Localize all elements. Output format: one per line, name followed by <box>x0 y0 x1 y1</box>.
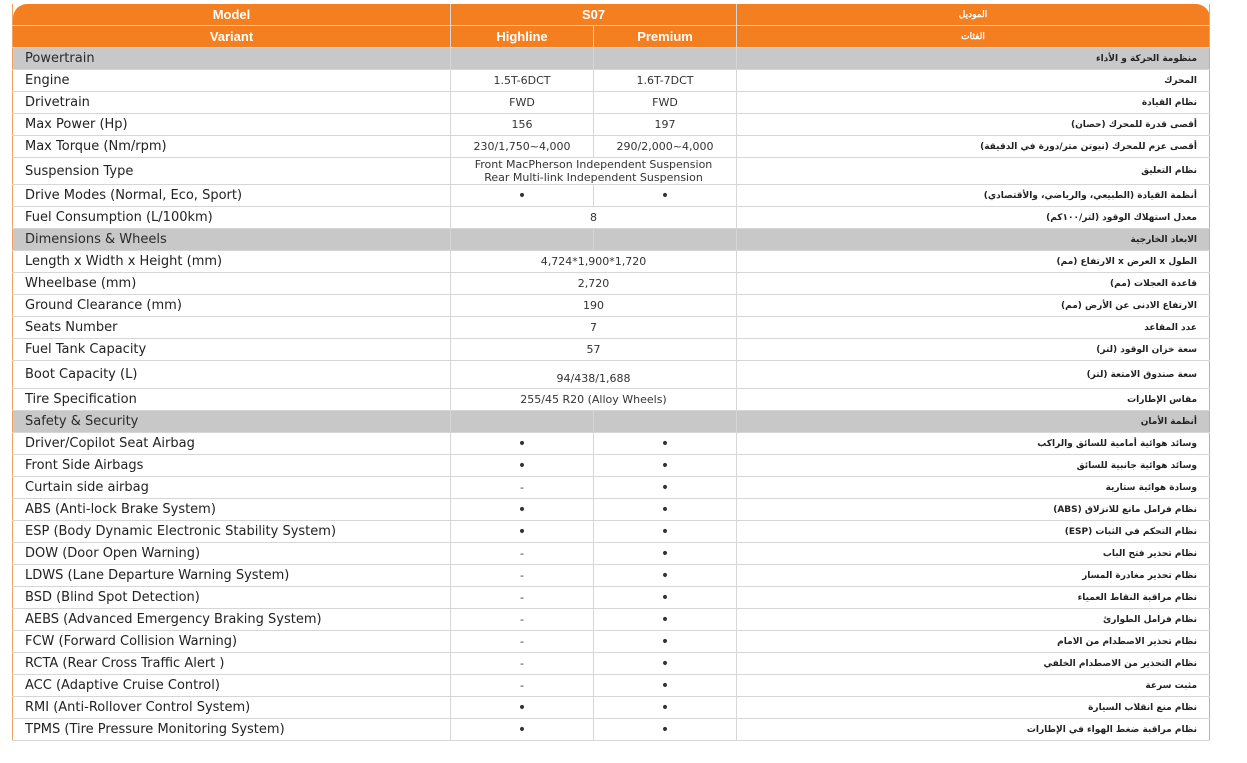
premium-value-text: • <box>660 457 670 474</box>
spec-row <box>13 719 1210 741</box>
spec-row <box>13 136 1210 158</box>
spec-label-arabic: أقصى قدرة للمحرك (حصان) <box>737 114 1210 136</box>
premium-value-text: • <box>660 479 670 496</box>
spec-label-arabic: مثبت سرعة <box>737 675 1210 697</box>
spec-label: Engine <box>13 70 451 92</box>
spec-label: Driver/Copilot Seat Airbag <box>13 433 451 455</box>
premium-value-text: • <box>660 699 670 716</box>
highline-value <box>451 114 594 136</box>
section-spacer-premium <box>594 48 737 70</box>
premium-value <box>594 114 737 136</box>
section-spacer-highline <box>451 48 594 70</box>
premium-value <box>594 587 737 609</box>
highline-value <box>451 92 594 114</box>
premium-value <box>594 543 737 565</box>
spec-label-arabic: نظام منع انقلاب السيارة <box>737 697 1210 719</box>
spec-label: Ground Clearance (mm) <box>13 295 451 317</box>
spec-label: Curtain side airbag <box>13 477 451 499</box>
spec-label: Max Power (Hp) <box>13 114 451 136</box>
spec-row <box>13 295 1210 317</box>
premium-value <box>594 521 737 543</box>
highline-value <box>451 185 594 207</box>
premium-value-text: • <box>660 611 670 628</box>
spec-value-text: 57 <box>586 343 601 356</box>
spec-value-line: Rear Multi-link Independent Suspension <box>484 171 703 184</box>
spec-row <box>13 185 1210 207</box>
spec-row <box>13 543 1210 565</box>
spec-row <box>13 70 1210 92</box>
spec-label: ACC (Adaptive Cruise Control) <box>13 675 451 697</box>
highline-value-text: - <box>520 679 524 692</box>
highline-value-text: 1.5T-6DCT <box>493 74 551 87</box>
spec-value-text: 4,724*1,900*1,720 <box>540 255 647 268</box>
spec-label: RCTA (Rear Cross Traffic Alert ) <box>13 653 451 675</box>
spec-label-arabic: الطول x العرض x الارتفاع (مم) <box>737 251 1210 273</box>
highline-value-text: - <box>520 657 524 670</box>
spec-label: Length x Width x Height (mm) <box>13 251 451 273</box>
premium-value-text: • <box>660 677 670 694</box>
premium-value-text: • <box>660 523 670 540</box>
spec-label-arabic: وسائد هوائية جانبية للسائق <box>737 455 1210 477</box>
spec-label-arabic: سعة صندوق الامتعة (لتر) <box>737 361 1210 389</box>
spec-label-arabic: معدل استهلاك الوقود (لتر/١٠٠كم) <box>737 207 1210 229</box>
highline-value-text: - <box>520 569 524 582</box>
highline-value-text: • <box>517 523 527 540</box>
spec-label: AEBS (Advanced Emergency Braking System) <box>13 609 451 631</box>
spec-row <box>13 675 1210 697</box>
spec-label-arabic: الارتفاع الادنى عن الأرض (مم) <box>737 295 1210 317</box>
spec-row <box>13 207 1210 229</box>
spec-label: TPMS (Tire Pressure Monitoring System) <box>13 719 451 741</box>
premium-value-text: 197 <box>654 118 676 131</box>
section-spacer-premium <box>594 411 737 433</box>
spec-label: ABS (Anti-lock Brake System) <box>13 499 451 521</box>
premium-value <box>594 653 737 675</box>
highline-value <box>451 455 594 477</box>
highline-value <box>451 477 594 499</box>
highline-value-text: - <box>520 591 524 604</box>
spec-row <box>13 587 1210 609</box>
variant-premium: Premium <box>594 26 737 48</box>
spec-row <box>13 609 1210 631</box>
premium-value <box>594 185 737 207</box>
spec-label: Boot Capacity (L) <box>13 361 451 389</box>
spec-label: Tire Specification <box>13 389 451 411</box>
spec-label-arabic: نظام التعليق <box>737 158 1210 185</box>
highline-value <box>451 719 594 741</box>
spec-row <box>13 477 1210 499</box>
premium-value-text: • <box>660 633 670 650</box>
highline-value-text: • <box>517 721 527 738</box>
premium-value <box>594 719 737 741</box>
spec-label-arabic: سعة خزان الوقود (لتر) <box>737 339 1210 361</box>
highline-value-text: • <box>517 501 527 518</box>
premium-value <box>594 136 737 158</box>
spec-label-arabic: نظام تحذير فتح الباب <box>737 543 1210 565</box>
highline-value <box>451 136 594 158</box>
spec-label-arabic: قاعدة العجلات (مم) <box>737 273 1210 295</box>
premium-value <box>594 675 737 697</box>
premium-value <box>594 455 737 477</box>
premium-value <box>594 92 737 114</box>
highline-value <box>451 70 594 92</box>
premium-value-text: • <box>660 655 670 672</box>
section-title: Safety & Security <box>13 411 451 433</box>
highline-value <box>451 565 594 587</box>
highline-value <box>451 543 594 565</box>
spec-value-shared <box>451 273 737 295</box>
premium-value-text: • <box>660 435 670 452</box>
highline-value <box>451 587 594 609</box>
spec-row <box>13 631 1210 653</box>
spec-value-text: 94/438/1,688 <box>556 372 631 385</box>
spec-label: Front Side Airbags <box>13 455 451 477</box>
spec-value-shared <box>451 207 737 229</box>
spec-value-text: 8 <box>590 211 597 224</box>
spec-label: Max Torque (Nm/rpm) <box>13 136 451 158</box>
highline-value <box>451 653 594 675</box>
premium-value-text: • <box>660 567 670 584</box>
highline-value-text: - <box>520 547 524 560</box>
spec-row <box>13 389 1210 411</box>
premium-value-text: 290/2,000~4,000 <box>616 140 714 153</box>
premium-value <box>594 70 737 92</box>
spec-label-arabic: نظام مراقبة ضغط الهواء في الإطارات <box>737 719 1210 741</box>
spec-label: DOW (Door Open Warning) <box>13 543 451 565</box>
spec-row <box>13 251 1210 273</box>
spec-row <box>13 499 1210 521</box>
spec-label-arabic: نظام مراقبة النقاط العمياء <box>737 587 1210 609</box>
section-title-arabic: أنظمة الأمان <box>737 411 1210 433</box>
spec-value-text: 190 <box>583 299 604 312</box>
section-title: Powertrain <box>13 48 451 70</box>
section-title-arabic: الابعاد الخارجية <box>737 229 1210 251</box>
spec-row <box>13 273 1210 295</box>
spec-row <box>13 92 1210 114</box>
premium-value-text: • <box>660 501 670 518</box>
spec-label-arabic: أنظمة القيادة (الطبيعي، والرياضي، والأقتصادي) <box>737 185 1210 207</box>
variant-header-row <box>13 26 1210 48</box>
spec-row <box>13 565 1210 587</box>
section-spacer-highline <box>451 411 594 433</box>
premium-value <box>594 433 737 455</box>
highline-value-text: - <box>520 481 524 494</box>
model-label: Model <box>13 4 451 26</box>
section-header-row <box>13 229 1210 251</box>
spec-row <box>13 697 1210 719</box>
spec-row <box>13 433 1210 455</box>
highline-value <box>451 697 594 719</box>
premium-value-text: • <box>660 545 670 562</box>
spec-value-shared <box>451 317 737 339</box>
spec-value-shared <box>451 361 737 389</box>
section-spacer-highline <box>451 229 594 251</box>
highline-value <box>451 499 594 521</box>
section-title-arabic: منظومة الحركة و الأداء <box>737 48 1210 70</box>
premium-value <box>594 565 737 587</box>
highline-value-text: • <box>517 435 527 452</box>
spec-label: BSD (Blind Spot Detection) <box>13 587 451 609</box>
spec-label: Suspension Type <box>13 158 451 185</box>
spec-label-arabic: نظام فرامل الطوارئ <box>737 609 1210 631</box>
spec-label-arabic: وسادة هوائية ستارية <box>737 477 1210 499</box>
highline-value <box>451 521 594 543</box>
spec-value-shared <box>451 295 737 317</box>
spec-row <box>13 455 1210 477</box>
spec-row <box>13 158 1210 185</box>
model-value: S07 <box>451 4 737 26</box>
section-header-row <box>13 411 1210 433</box>
spec-value-text: 7 <box>590 321 597 334</box>
spec-row <box>13 339 1210 361</box>
variant-highline: Highline <box>451 26 594 48</box>
spec-label: Seats Number <box>13 317 451 339</box>
spec-label: FCW (Forward Collision Warning) <box>13 631 451 653</box>
premium-value <box>594 609 737 631</box>
premium-value-text: • <box>660 589 670 606</box>
highline-value <box>451 433 594 455</box>
highline-value <box>451 609 594 631</box>
highline-value-text: FWD <box>509 96 535 109</box>
premium-value <box>594 631 737 653</box>
highline-value-text: • <box>517 699 527 716</box>
spec-label: RMI (Anti-Rollover Control System) <box>13 697 451 719</box>
spec-row <box>13 521 1210 543</box>
spec-row <box>13 361 1210 389</box>
spec-label: LDWS (Lane Departure Warning System) <box>13 565 451 587</box>
spec-label-arabic: عدد المقاعد <box>737 317 1210 339</box>
spec-value-shared <box>451 339 737 361</box>
highline-value <box>451 631 594 653</box>
spec-label: ESP (Body Dynamic Electronic Stability System) <box>13 521 451 543</box>
spec-label: Drive Modes (Normal, Eco, Sport) <box>13 185 451 207</box>
spec-label-arabic: نظام فرامل مانع للانزلاق (ABS) <box>737 499 1210 521</box>
spec-label: Drivetrain <box>13 92 451 114</box>
variant-label-arabic: الفئات <box>737 26 1210 48</box>
spec-value-multiline <box>451 158 737 185</box>
highline-value-text: - <box>520 635 524 648</box>
spec-value-text: 255/45 R20 (Alloy Wheels) <box>520 393 667 406</box>
spec-label-arabic: نظام القيادة <box>737 92 1210 114</box>
spec-table-body <box>13 4 1210 741</box>
spec-value-line: Front MacPherson Independent Suspension <box>474 158 713 171</box>
highline-value-text: 156 <box>511 118 533 131</box>
spec-row <box>13 114 1210 136</box>
section-header-row <box>13 48 1210 70</box>
section-spacer-premium <box>594 229 737 251</box>
premium-value-text: 1.6T-7DCT <box>636 74 694 87</box>
spec-label-arabic: نظام تحذير الاصطدام من الامام <box>737 631 1210 653</box>
premium-value-text: • <box>660 721 670 738</box>
spec-table <box>12 4 1210 741</box>
spec-label: Fuel Tank Capacity <box>13 339 451 361</box>
premium-value-text: • <box>660 187 670 204</box>
premium-value <box>594 499 737 521</box>
model-label-arabic: الموديل <box>737 4 1210 26</box>
spec-label-arabic: وسائد هوائية أمامية للسائق والراكب <box>737 433 1210 455</box>
spec-label: Wheelbase (mm) <box>13 273 451 295</box>
spec-row <box>13 317 1210 339</box>
section-title: Dimensions & Wheels <box>13 229 451 251</box>
spec-label-arabic: مقاس الإطارات <box>737 389 1210 411</box>
spec-label-arabic: أقصى عزم للمحرك (نيوتن متر/دورة في الدقيقة) <box>737 136 1210 158</box>
highline-value-text: 230/1,750~4,000 <box>473 140 571 153</box>
highline-value-text: • <box>517 457 527 474</box>
spec-value-shared <box>451 251 737 273</box>
spec-label-arabic: المحرك <box>737 70 1210 92</box>
spec-label: Fuel Consumption (L/100km) <box>13 207 451 229</box>
spec-label-arabic: نظام التحذير من الاصطدام الخلفي <box>737 653 1210 675</box>
highline-value-text: - <box>520 613 524 626</box>
spec-value-shared <box>451 389 737 411</box>
premium-value <box>594 477 737 499</box>
spec-row <box>13 653 1210 675</box>
spec-label-arabic: نظام تحذير مغادرة المسار <box>737 565 1210 587</box>
variant-label: Variant <box>13 26 451 48</box>
spec-label-arabic: نظام التحكم في الثبات (ESP) <box>737 521 1210 543</box>
highline-value <box>451 675 594 697</box>
premium-value-text: FWD <box>652 96 678 109</box>
highline-value-text: • <box>517 187 527 204</box>
model-header-row <box>13 4 1210 26</box>
premium-value <box>594 697 737 719</box>
spec-value-text: 2,720 <box>577 277 610 290</box>
